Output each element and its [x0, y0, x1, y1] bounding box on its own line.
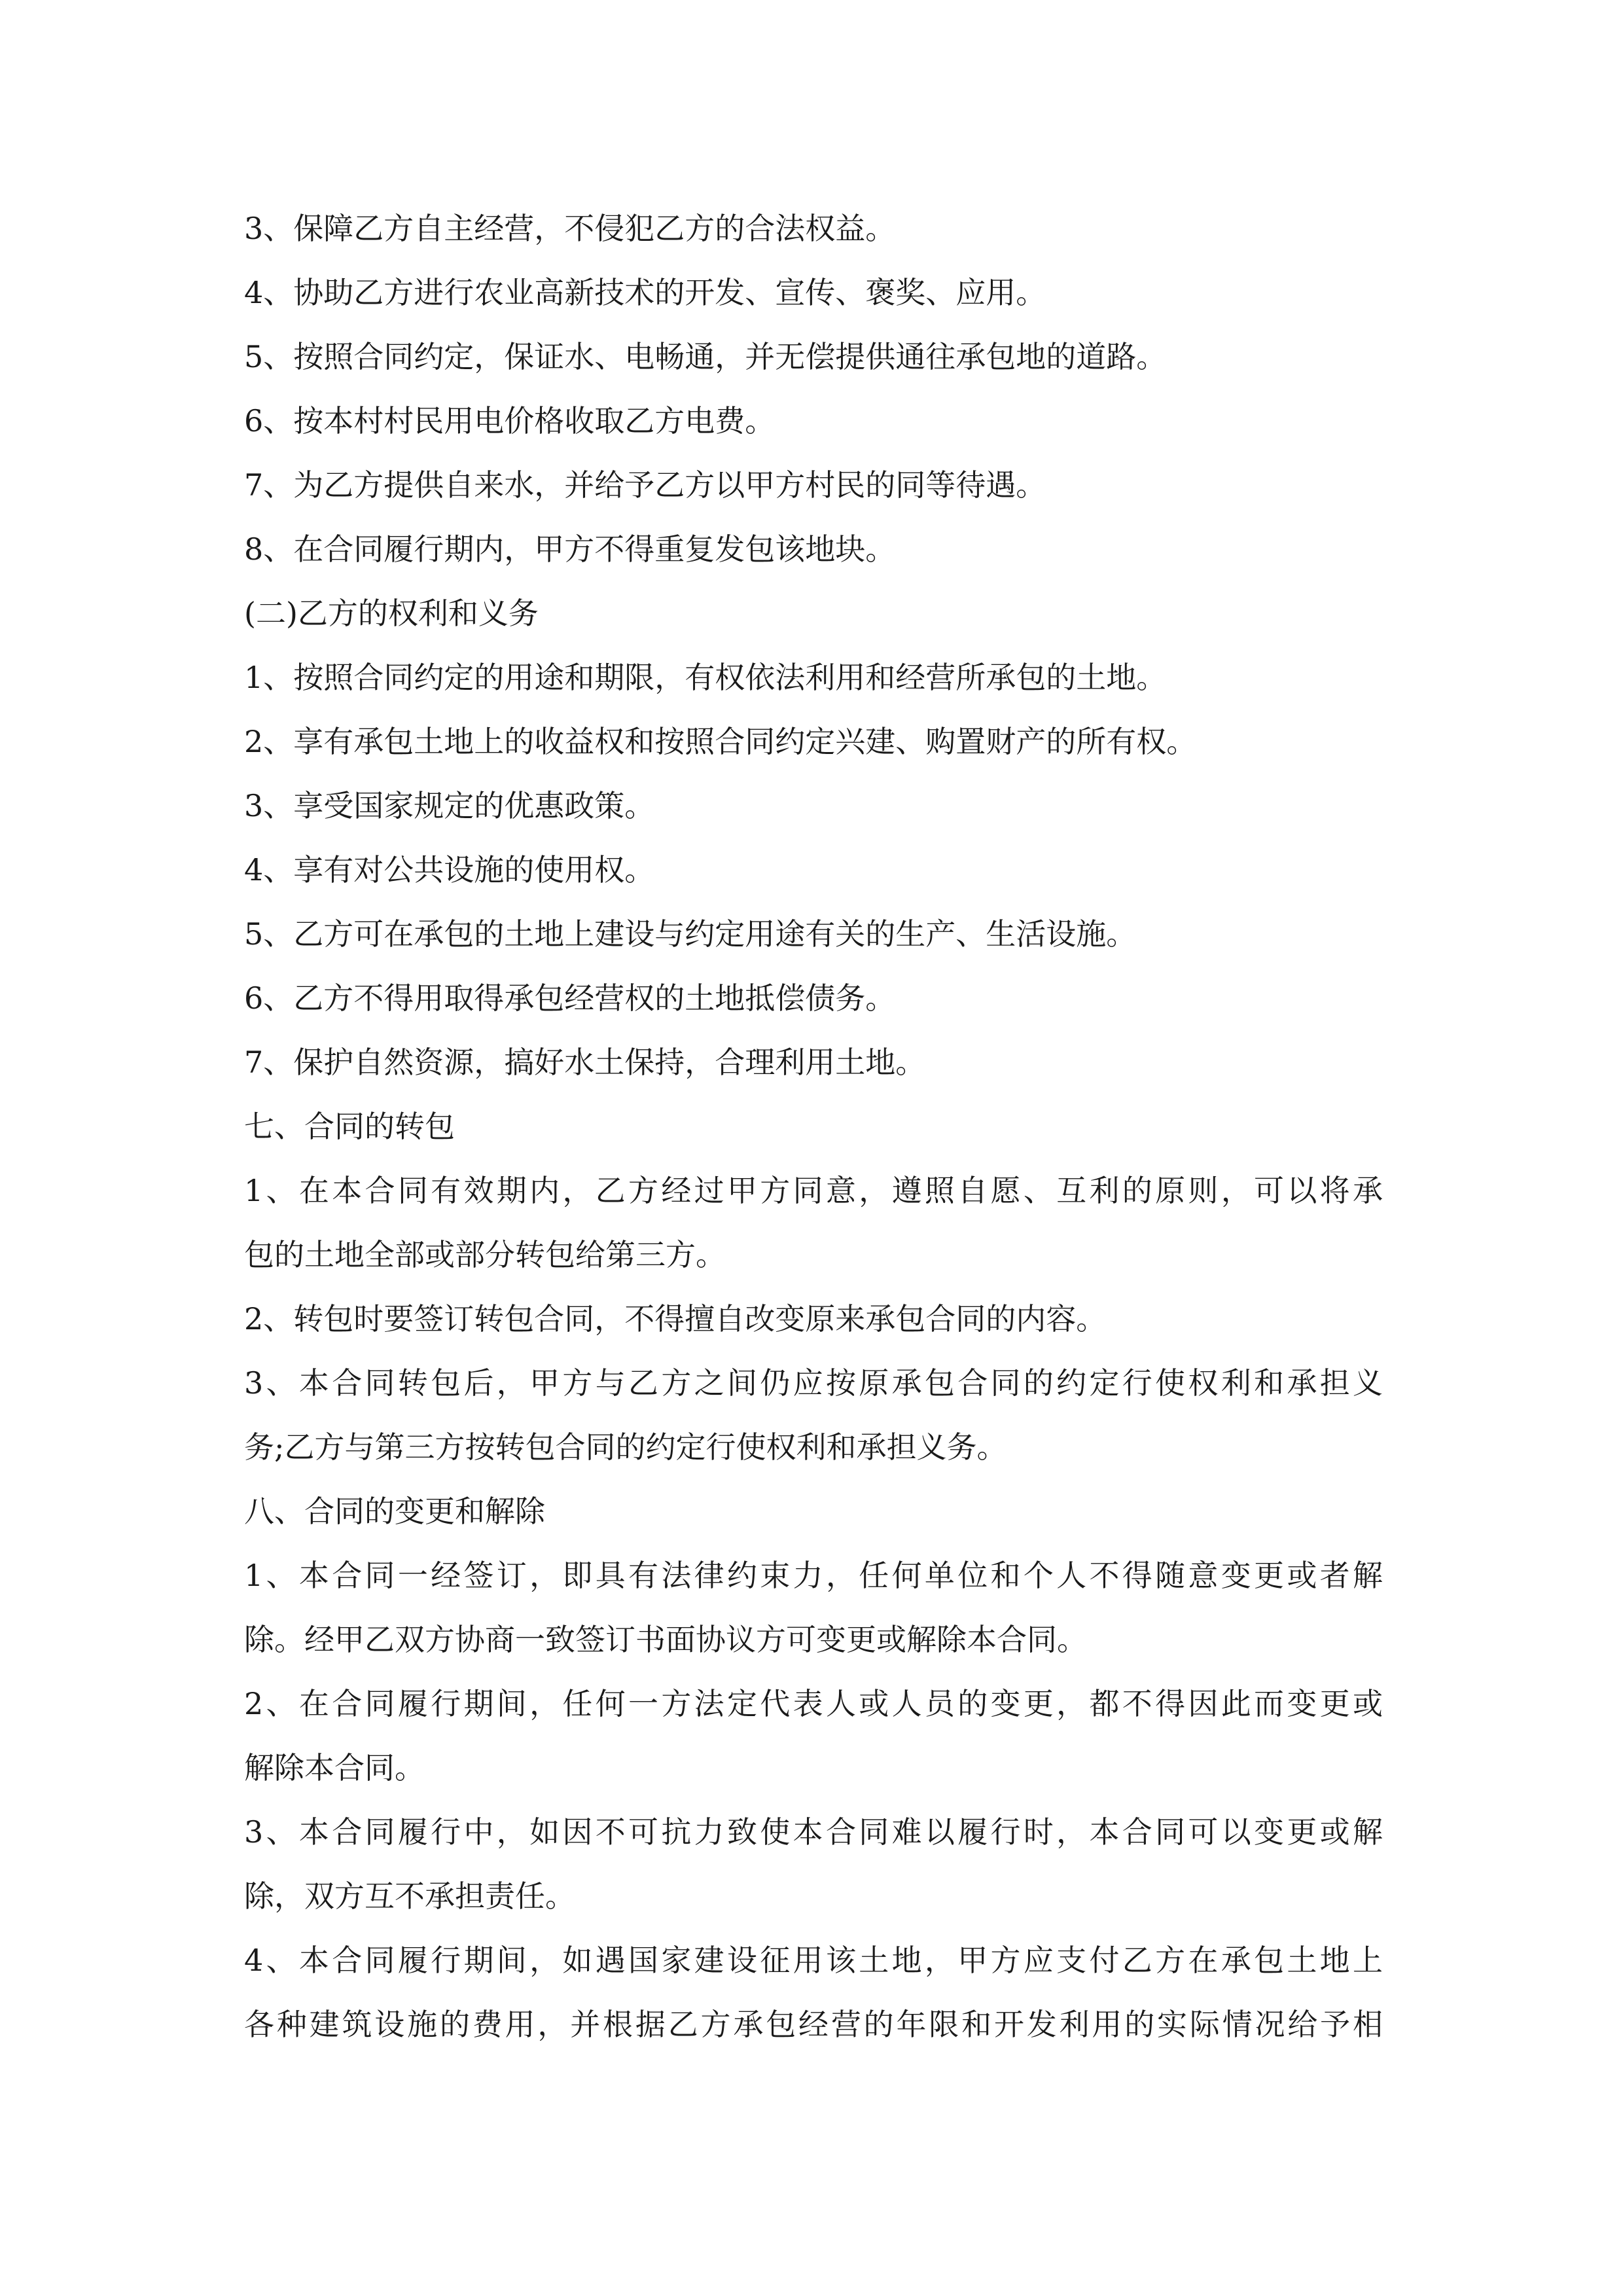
- text-line: 7、为乙方提供自来水，并给予乙方以甲方村民的同等待遇。: [244, 467, 1046, 503]
- text-line: 5、乙方可在承包的土地上建设与约定用途有关的生产、生活设施。: [244, 916, 1137, 952]
- text-line: 3、本合同履行中，如因不可抗力致使本合同难以履行时，本合同可以变更或解: [244, 1814, 1383, 1850]
- text-line: 除，双方互不承担责任。: [244, 1878, 575, 1914]
- text-line: 3、保障乙方自主经营，不侵犯乙方的合法权益。: [244, 211, 896, 246]
- text-line: 2、转包时要签订转包合同，不得擅自改变原来承包合同的内容。: [244, 1301, 1107, 1336]
- section-heading: 八、合同的变更和解除: [244, 1494, 545, 1529]
- text-line: 包的土地全部或部分转包给第三方。: [244, 1237, 726, 1272]
- text-line: 8、在合同履行期内，甲方不得重复发包该地块。: [244, 531, 896, 567]
- text-line: 1、本合同一经签订，即具有法律约束力，任何单位和个人不得随意变更或者解: [244, 1558, 1383, 1593]
- text-line: 1、按照合同约定的用途和期限，有权依法利用和经营所承包的土地。: [244, 660, 1167, 695]
- text-line: 4、协助乙方进行农业高新技术的开发、宣传、褒奖、应用。: [244, 275, 1046, 310]
- text-line: 5、按照合同约定，保证水、电畅通，并无偿提供通往承包地的道路。: [244, 339, 1167, 374]
- text-line: 2、享有承包土地上的收益权和按照合同约定兴建、购置财产的所有权。: [244, 724, 1197, 759]
- text-line: 7、保护自然资源，搞好水土保持，合理利用土地。: [244, 1045, 926, 1080]
- text-line: 1、在本合同有效期内，乙方经过甲方同意，遵照自愿、互利的原则，可以将承: [244, 1173, 1383, 1208]
- text-line: 6、乙方不得用取得承包经营权的土地抵偿债务。: [244, 980, 896, 1016]
- text-line: 6、按本村村民用电价格收取乙方电费。: [244, 403, 776, 439]
- text-line: 4、本合同履行期间，如遇国家建设征用该土地，甲方应支付乙方在承包土地上: [244, 1943, 1383, 1978]
- text-line: 4、享有对公共设施的使用权。: [244, 852, 655, 888]
- text-line: 除。经甲乙双方协商一致签订书面协议方可变更或解除本合同。: [244, 1622, 1087, 1657]
- text-line: 2、在合同履行期间，任何一方法定代表人或人员的变更，都不得因此而变更或: [244, 1686, 1383, 1721]
- section-heading: 七、合同的转包: [244, 1109, 455, 1144]
- section-heading: (二)乙方的权利和义务: [244, 596, 539, 631]
- document-body: [244, 196, 1383, 2056]
- text-line: 务;乙方与第三方按转包合同的约定行使权利和承担义务。: [244, 1429, 1007, 1465]
- text-line: 3、享受国家规定的优惠政策。: [244, 788, 655, 823]
- text-line: 解除本合同。: [244, 1750, 425, 1785]
- text-line: 各种建筑设施的费用，并根据乙方承包经营的年限和开发利用的实际情况给予相: [244, 2007, 1383, 2042]
- text-line: 3、本合同转包后，甲方与乙方之间仍应按原承包合同的约定行使权利和承担义: [244, 1365, 1383, 1401]
